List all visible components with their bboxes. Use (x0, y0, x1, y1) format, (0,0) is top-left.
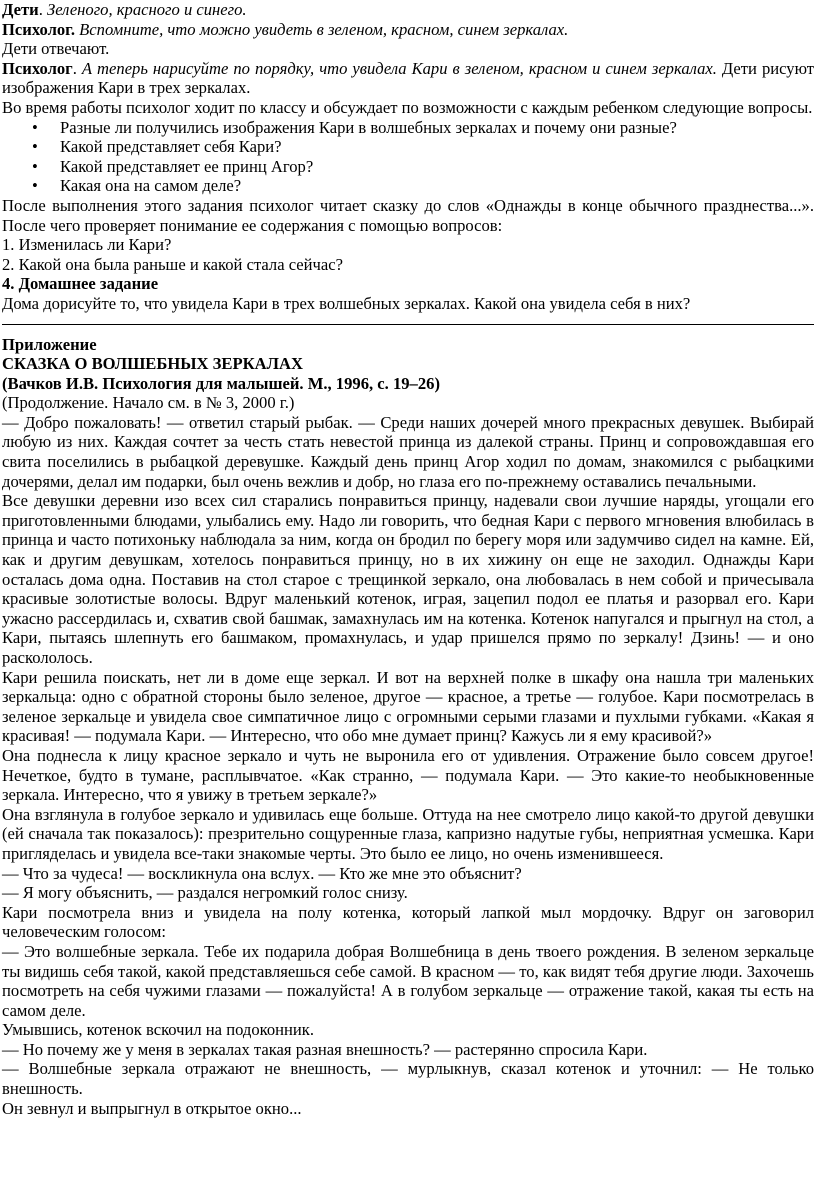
line-children-respond: Дети отвечают. (2, 39, 110, 59)
homework-text: Дома дорисуйте то, что увидела Кари в трех волшебных зеркалах. Какой она увидела себя в них? (2, 293, 691, 313)
line-discussion-intro: Во время работы психолог ходит по классу и обсуждает по возможности с каждым ребенком следующие вопросы. (2, 97, 813, 117)
line-psychologist-draw: Психолог. А теперь нарисуйте по порядку, что увидела Кари в зеленом, красном и синем зеркалах. Дети рисуют изображения Кари в трех зеркалах. (2, 58, 814, 98)
tale-paragraph: — Волшебные зеркала отражают не внешность, — мурлыкнув, сказал котенок и уточнил: — Не только внешность. (2, 1059, 814, 1099)
appendix-label: Приложение (2, 334, 97, 354)
psychologist-remind-text: Вспомните, что можно увидеть в зеленом, красном, синем зеркалах. (79, 19, 569, 39)
bullet-icon: • (32, 156, 38, 176)
list-item-text: Какой представляет ее принц Агор? (60, 156, 314, 176)
tale-paragraph: Она взглянула в голубое зеркало и удивилась еще больше. Оттуда на нее смотрело лицо какой-то другой девушки (ей сначала так показалось): презрительно сощуренные глаза, капризно надутые губы, неприятная усмешка. Кари пригляделась и увидела все-таки знакомые черты. Это было ее лицо, но очень изменившееся. (2, 804, 814, 863)
tale-paragraph: — Это волшебные зеркала. Тебе их подарила добрая Волшебница в день твоего рождения. В зеленом зеркальце ты видишь себя такой, какой представляешься себе самой. В красном — то, как видят тебя другие люди. Захочешь посмотреть на себя чужими глазами — пожалуйста! А в голубом зеркальце — отражение такой, какая ты есть на самом деле. (2, 941, 814, 1020)
speaker-psychologist-2: Психолог (2, 58, 73, 78)
tale-paragraph: Он зевнул и выпрыгнул в открытое окно... (2, 1098, 302, 1118)
tale-title: СКАЗКА О ВОЛШЕБНЫХ ЗЕРКАЛАХ (2, 354, 303, 374)
tale-paragraph: Все девушки деревни изо всех сил старались понравиться принцу, надевали свои лучшие наряды, угощали его приготовленными блюдами, улыбались ему. Надо ли говорить, что бедная Кари с первого мгновения влюбилась в принца и часто потихоньку наблюдала за ним, когда он бродил по берегу моря или задумчиво сидел на камне. Ей, как и другим девушкам, хотелось понравиться принцу, но в их хижину он еще не заходил. Однажды Кари осталась дома одна. Поставив на стол старое с трещинкой зеркало, она любовалась в нем собой и причесывала красивые золотистые волосы. Вдруг маленький котенок, играя, зацепил подол ее платья и разорвал его. Кари ужасно рассердилась и, схватив свой башмак, замахнулась им на котенка. Котенок напугался и прыгнул на стол, а Кари, пытаясь шлепнуть его башмаком, промахнулась, и удар пришелся прямо по зеркалу! Дзинь! — и оно раскололось. (2, 491, 814, 667)
tale-paragraph: — Я могу объяснить, — раздался негромкий голос снизу. (2, 883, 408, 903)
list-item-text: Какой представляет себя Кари? (60, 137, 282, 157)
psychologist-draw-text: А теперь нарисуйте по порядку, что увидела Кари в зеленом, красном и синем зеркалах. (81, 58, 717, 78)
tale-paragraph: — Что за чудеса! — воскликнула она вслух. — Кто же мне это объяснит? (2, 863, 522, 883)
bullet-icon: • (32, 137, 38, 157)
speaker-psychologist: Психолог. (2, 19, 75, 39)
bullet-icon: • (32, 176, 38, 196)
tale-paragraph: — Добро пожаловать! — ответил старый рыбак. — Среди наших дочерей много прекрасных девушек. Выбирай любую из них. Каждая сочтет за честь стать невестой принца из далекой страны. Принц и сопровождавшая его свита поселились в рыбацкой деревушке. Каждый день принц Агор ходил по домам, знакомился с рыбацкими дочерями, делал им подарки, был очень вежлив и добр, но глаза его по-прежнему оставались печальными. (2, 412, 814, 491)
tale-continuation-note: (Продолжение. Начало см. в № 3, 2000 г.) (2, 393, 295, 413)
tale-paragraph: Кари посмотрела вниз и увидела на полу котенка, который лапкой мыл мордочку. Вдруг он заговорил человеческим голосом: (2, 902, 814, 942)
line-children-answer: Дети. Зеленого, красного и синего. (2, 0, 247, 19)
tale-source: (Вачков И.В. Психология для малышей. М., 1996, с. 19–26) (2, 373, 440, 393)
children-draw-text: Дети рисуют изображения Кари в трех зеркалах. (2, 58, 814, 98)
tale-paragraph: Кари решила поискать, нет ли в доме еще зеркал. И вот на верхней полке в шкафу она нашла три маленьких зеркальца: одно с обратной стороны было зеленое, другое — красное, а третье — голубое. Кари посмотрелась в зеленое зеркальце и увидела свое симпатичное лицо с огромными серыми глазами и пухлыми губками. «Какая я красивая! — подумала Кари. — Интересно, что обо мне думает принц? Кажусь ли я ему красивой?» (2, 667, 814, 746)
tale-paragraph: — Но почему же у меня в зеркалах такая разная внешность? — растерянно спросила Кари. (2, 1039, 648, 1059)
check-question-2: 2. Какой она была раньше и какой стала сейчас? (2, 254, 343, 274)
section-divider (2, 324, 814, 325)
list-item (32, 117, 814, 138)
children-answer-text: Зеленого, красного и синего. (47, 0, 247, 19)
tale-paragraph: Она поднесла к лицу красное зеркало и чуть не выронила его от удивления. Отражение было совсем другое! Нечеткое, будто в тумане, расплывчатое. «Как странно, — подумала Кари. — Это какие-то необыкновенные зеркала. Интересно, что я увижу в третьем зеркале?» (2, 745, 814, 805)
list-item (32, 156, 814, 177)
list-item (32, 176, 814, 196)
speaker-children: Дети (2, 0, 39, 19)
check-question-1: 1. Изменилась ли Кари? (2, 235, 172, 255)
question-list (2, 118, 814, 196)
list-item-text: Разные ли получились изображения Кари в волшебных зеркалах и почему они разные? (60, 117, 677, 137)
line-psychologist-remind (2, 20, 814, 40)
tale-paragraph: Умывшись, котенок вскочил на подоконник. (2, 1020, 315, 1040)
list-item-text: Какая она на самом деле? (60, 176, 242, 196)
line-after-task: После выполнения этого задания психолог читает сказку до слов «Однажды в конце обычного празднества...». После чего проверяет понимание ее содержания с помощью вопросов: (2, 195, 814, 235)
homework-heading: 4. Домашнее задание (2, 274, 159, 294)
bullet-icon: • (32, 117, 38, 137)
list-item (32, 137, 814, 157)
